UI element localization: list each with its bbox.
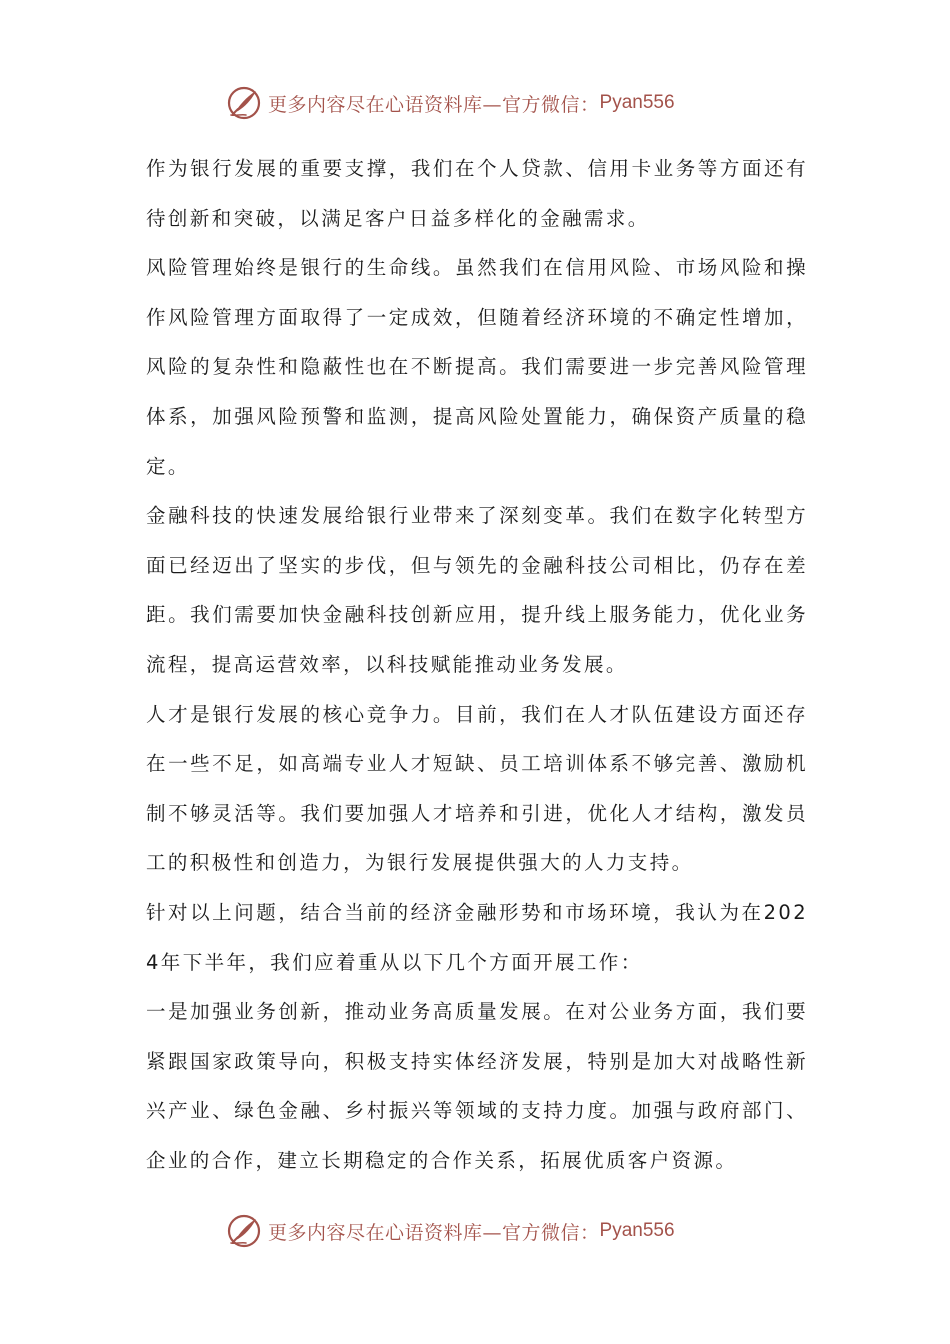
header-banner <box>226 83 746 123</box>
document-body <box>146 144 808 1185</box>
paragraph: 人才是银行发展的核心竞争力。目前，我们在人才队伍建设方面还存在一些不足，如高端专业人才短缺、员工培训体系不够完善、激励机制不够灵活等。我们要加强人才培养和引进，优化人才结构，激发员工的积极性和创造力，为银行发展提供强大的人力支持。 <box>146 702 808 875</box>
paragraph: 作为银行发展的重要支撑，我们在个人贷款、信用卡业务等方面还有待创新和突破，以满足客户日益多样化的金融需求。 <box>146 157 808 230</box>
banner-text: 更多内容尽在心语资料库—官方微信： <box>268 1221 600 1244</box>
paragraph: 金融科技的快速发展给银行业带来了深刻变革。我们在数字化转型方面已经迈出了坚实的步伐，但与领先的金融科技公司相比，仍存在差距。我们需要加快金融科技创新应用，提升线上服务能力，优化业务流程，提高运营效率，以科技赋能推动业务发展。 <box>146 504 808 676</box>
wechat-id: Pyan556 <box>599 1220 675 1241</box>
quill-pen-icon <box>226 1213 262 1249</box>
banner-text: 更多内容尽在心语资料库—官方微信： <box>268 93 600 116</box>
wechat-id: Pyan556 <box>599 92 675 113</box>
paragraph: 一是加强业务创新，推动业务高质量发展。在对公业务方面，我们要紧跟国家政策导向，积极支持实体经济发展，特别是加大对战略性新兴产业、绿色金融、乡村振兴等领域的支持力度。加强与政府部门、企业的合作，建立长期稳定的合作关系，拓展优质客户资源。 <box>146 1000 808 1172</box>
footer-banner <box>226 1211 746 1251</box>
paragraph: 风险管理始终是银行的生命线。虽然我们在信用风险、市场风险和操作风险管理方面取得了一定成效，但随着经济环境的不确定性增加，风险的复杂性和隐蔽性也在不断提高。我们需要进一步完善风险管理体系，加强风险预警和监测，提高风险处置能力，确保资产质量的稳定。 <box>146 256 808 478</box>
paragraph: 针对以上问题，结合当前的经济金融形势和市场环境，我认为在2024年下半年，我们应着重从以下几个方面开展工作： <box>146 900 808 974</box>
quill-pen-icon <box>226 85 262 121</box>
